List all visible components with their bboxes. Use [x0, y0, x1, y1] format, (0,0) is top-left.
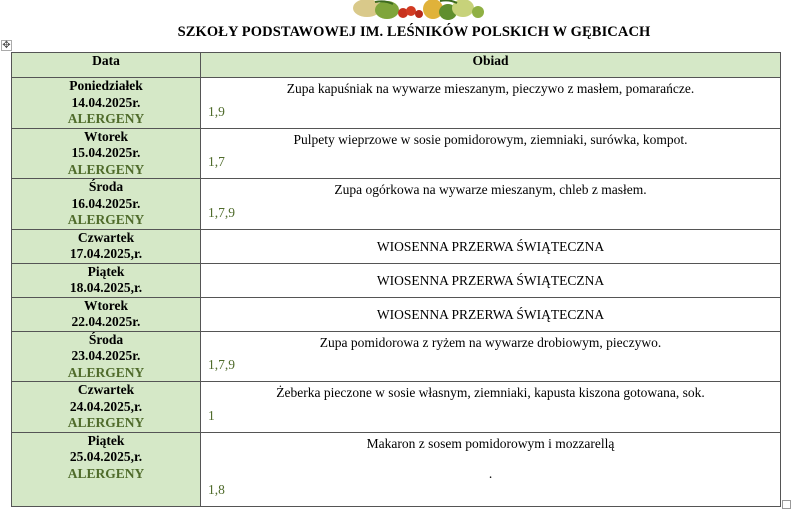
day-name: Poniedziałek: [69, 78, 143, 93]
lunch-cell: [201, 297, 781, 331]
date-cell: [12, 432, 201, 506]
column-header-date: Data: [12, 53, 201, 78]
date-cell: [12, 78, 201, 129]
day-name: Wtorek: [84, 297, 128, 313]
date-value: 23.04.2025r.: [71, 348, 141, 363]
date-value: 14.04.2025r.: [71, 94, 141, 110]
column-header-lunch: Obiad: [201, 53, 781, 78]
allergen-label: ALERGENY: [67, 364, 145, 380]
lunch-cell: [201, 179, 781, 230]
page-title: SZKOŁY PODSTAWOWEJ IM. LEŚNIKÓW POLSKICH W GĘBICACH: [177, 24, 651, 40]
allergen-codes: 1,8: [208, 481, 225, 497]
date-value: 17.04.2025,r.: [69, 246, 143, 261]
lunch-menu-table: [11, 52, 781, 507]
table-row: [12, 432, 781, 506]
dish-text: Żeberka pieczone w sosie własnym, ziemniaki, kapusta kiszona gotowana, sok.: [276, 385, 705, 400]
table-row: [12, 229, 781, 263]
allergen-label: ALERGENY: [67, 111, 145, 126]
dish-text: Zupa pomidorowa z ryżem na wywarze drobiowym, pieczywo.: [319, 334, 662, 350]
allergen-label: ALERGENY: [67, 212, 145, 227]
date-cell: [12, 128, 201, 179]
allergen-codes: 1,7,9: [208, 204, 235, 220]
allergen-label: ALERGENY: [67, 465, 145, 481]
holiday-text: WIOSENNA PRZERWA ŚWIĄTECZNA: [376, 272, 605, 288]
holiday-text: WIOSENNA PRZERWA ŚWIĄTECZNA: [376, 238, 605, 254]
lunch-cell: [201, 382, 781, 433]
date-cell: [12, 382, 201, 433]
lunch-cell: [201, 128, 781, 179]
allergen-codes: 1,9: [208, 103, 225, 119]
date-cell: [12, 263, 201, 297]
day-name: Środa: [88, 331, 124, 347]
table-row: [12, 179, 781, 230]
table-row: [12, 128, 781, 179]
day-name: Piątek: [87, 432, 125, 448]
day-name: Czwartek: [77, 382, 135, 397]
allergen-codes: 1,7: [208, 154, 225, 169]
allergen-codes: 1,7,9: [208, 357, 235, 372]
table-resize-handle[interactable]: [782, 500, 791, 509]
date-value: 25.04.2025,r.: [69, 449, 143, 464]
dish-text: Pulpety wieprzowe w sosie pomidorowym, ziemniaki, surówka, kompot.: [293, 131, 688, 147]
dish-extra-text: .: [488, 465, 493, 481]
allergen-label: ALERGENY: [67, 161, 145, 177]
lunch-cell: [201, 229, 781, 263]
allergen-codes: 1: [208, 407, 215, 423]
lunch-cell: [201, 331, 781, 382]
date-value: 18.04.2025,r.: [69, 280, 143, 295]
dish-text: Zupa kapuśniak na wywarze mieszanym, pieczywo z masłem, pomarańcze.: [286, 81, 695, 96]
day-name: Czwartek: [77, 229, 135, 245]
lunch-cell: [201, 263, 781, 297]
dish-text: Zupa ogórkowa na wywarze mieszanym, chleb z masłem.: [334, 182, 647, 197]
table-row: [12, 297, 781, 331]
date-cell: [12, 297, 201, 331]
date-value: 15.04.2025r.: [71, 145, 141, 160]
day-name: Piątek: [87, 263, 125, 279]
vegetables-header-image: [345, 0, 495, 22]
date-value: 24.04.2025,r.: [69, 398, 143, 414]
day-name: Wtorek: [84, 128, 128, 144]
date-value: 16.04.2025r.: [71, 195, 141, 211]
date-value: 22.04.2025r.: [71, 314, 141, 329]
table-row: [12, 331, 781, 382]
lunch-cell: [201, 432, 781, 506]
dish-text: Makaron z sosem pomidorowym i mozzarellą: [366, 435, 615, 451]
allergen-label: ALERGENY: [67, 415, 145, 430]
date-cell: [12, 229, 201, 263]
table-row: [12, 263, 781, 297]
day-name: Środa: [88, 179, 124, 194]
table-row: [12, 382, 781, 433]
table-header-row: [12, 53, 781, 78]
lunch-cell: [201, 78, 781, 129]
table-row: [12, 78, 781, 129]
holiday-text: WIOSENNA PRZERWA ŚWIĄTECZNA: [376, 306, 605, 322]
date-cell: [12, 179, 201, 230]
table-move-handle-icon[interactable]: ✥: [2, 40, 11, 51]
date-cell: [12, 331, 201, 382]
